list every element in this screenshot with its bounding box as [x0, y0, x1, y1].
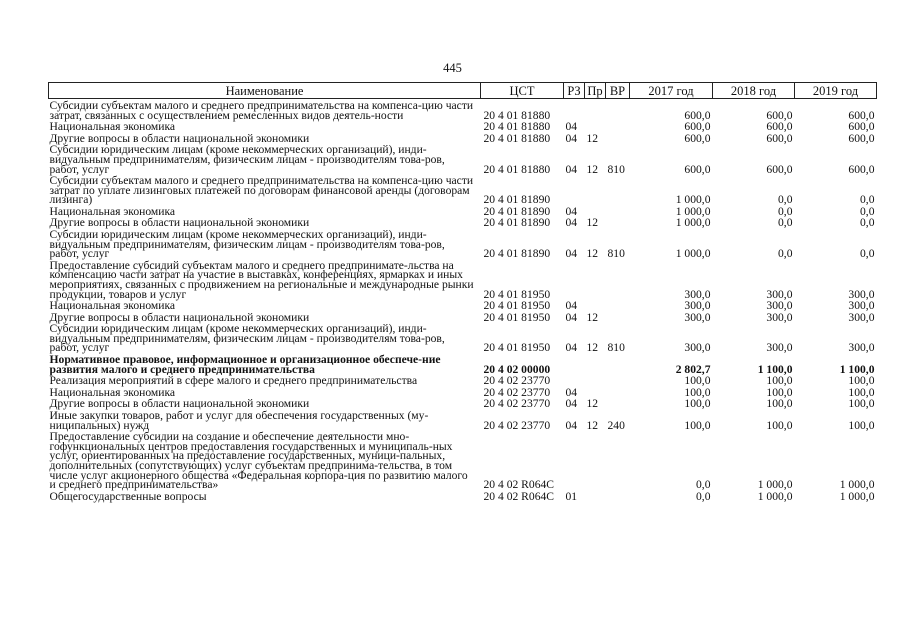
table-row: [49, 410, 877, 431]
cell-2019: 300,0: [848, 341, 875, 355]
table-row: [49, 205, 877, 217]
cell-2017: 300,0: [684, 287, 711, 301]
header-name: Наименование: [49, 83, 481, 99]
cell-2017: 600,0: [684, 162, 711, 176]
cell-vr: [606, 398, 630, 410]
cell-2019: 100,0: [848, 397, 875, 411]
cell-pr: [585, 386, 606, 398]
cell-name: Субсидии субъектам малого и среднего предпринимательства на компенса-цию части затрат, связанных с осуществлением ремесленных видов деятель-ности: [49, 99, 474, 122]
cell-2017: 0,0: [696, 489, 711, 503]
cell-2017: 600,0: [684, 120, 711, 134]
cell-2018: 100,0: [766, 385, 793, 399]
cell-cst: 20 4 01 81890: [483, 247, 551, 261]
cell-2018: 100,0: [766, 374, 793, 388]
cell-name: Другие вопросы в области национальной экономики: [49, 216, 310, 230]
cell-rz: [564, 175, 585, 206]
cell-vr: [606, 121, 630, 133]
cell-rz: 04: [565, 397, 578, 411]
cell-vr: [606, 311, 630, 323]
cell-cst: 20 4 01 81880: [483, 131, 551, 145]
table-row: [49, 217, 877, 229]
cell-2017: 1 000,0: [675, 204, 711, 218]
cell-name: Субсидии юридическим лицам (кроме некоммерческих организаций), инди-видуальным предпринимателям, физическим лицам - производителям това-ров, работ, услуг: [49, 143, 445, 176]
cell-cst: 20 4 01 81880: [483, 108, 551, 122]
cell-name: Реализация мероприятий в сфере малого и среднего предпринимательства: [49, 374, 418, 388]
cell-cst: 20 4 01 81950: [483, 310, 551, 324]
cell-cst: 20 4 01 81890: [483, 216, 551, 230]
page-number: 445: [443, 61, 462, 75]
cell-name: Другие вопросы в области национальной экономики: [49, 310, 310, 324]
cell-2019: 100,0: [848, 385, 875, 399]
cell-2019: 1 000,0: [839, 489, 875, 503]
table-row: [49, 311, 877, 323]
cell-2017: 300,0: [684, 341, 711, 355]
cell-2018: 300,0: [766, 287, 793, 301]
cell-name: Нормативное правовое, информационное и организационное обеспече-ние развития малого и среднего предпринимательства: [49, 353, 441, 376]
cell-2017: 100,0: [684, 385, 711, 399]
cell-2019: 0,0: [860, 204, 875, 218]
cell-rz: 04: [565, 299, 578, 313]
cell-vr: [606, 175, 630, 206]
cell-rz: [564, 99, 585, 121]
table-header-row: [49, 83, 877, 99]
cell-cst: 20 4 02 23770: [483, 385, 551, 399]
cell-vr: [606, 132, 630, 144]
cell-name: Другие вопросы в области национальной экономики: [49, 131, 310, 145]
cell-2019: 300,0: [848, 299, 875, 313]
cell-pr: [585, 431, 606, 491]
cell-name: Национальная экономика: [49, 204, 176, 218]
cell-cst: 20 4 01 81950: [483, 299, 551, 313]
header-cst: ЦСТ: [481, 83, 564, 99]
cell-rz: 04: [565, 216, 578, 230]
cell-pr: 12: [586, 341, 599, 355]
table-row: [49, 431, 877, 491]
cell-2019: 100,0: [848, 374, 875, 388]
cell-name: Национальная экономика: [49, 120, 176, 134]
table-row: [49, 99, 877, 121]
table-row: [49, 144, 877, 175]
cell-vr: [606, 431, 630, 491]
table-row: [49, 229, 877, 260]
cell-cst: 20 4 01 81950: [483, 341, 551, 355]
cell-name: Иные закупки товаров, работ и услуг для обеспечения государственных (му-ниципальных) нужд: [49, 408, 429, 432]
cell-rz: 04: [565, 131, 578, 145]
cell-2019: 1 000,0: [839, 478, 875, 492]
cell-rz: 04: [565, 310, 578, 324]
cell-rz: 04: [565, 247, 578, 261]
cell-cst: 20 4 01 81950: [483, 287, 551, 301]
cell-rz: 04: [565, 341, 578, 355]
cell-rz: 04: [565, 204, 578, 218]
header-2018: 2018 год: [713, 83, 795, 99]
cell-vr: [606, 300, 630, 312]
cell-2018: 1 100,0: [757, 362, 793, 376]
cell-cst: 20 4 01 81880: [483, 162, 551, 176]
cell-vr: [606, 259, 630, 299]
cell-vr: 810: [607, 341, 625, 355]
header-2017: 2017 год: [630, 83, 713, 99]
cell-name: Другие вопросы в области национальной экономики: [49, 397, 310, 411]
cell-2018: 0,0: [778, 193, 793, 207]
cell-vr: [606, 217, 630, 229]
cell-2017: 1 000,0: [675, 193, 711, 207]
cell-vr: 810: [607, 162, 625, 176]
cell-2018: 0,0: [778, 204, 793, 218]
cell-2019: 300,0: [848, 310, 875, 324]
cell-2019: 600,0: [848, 131, 875, 145]
cell-name: Национальная экономика: [49, 385, 176, 399]
budget-table: [48, 82, 877, 502]
cell-2018: 100,0: [766, 397, 793, 411]
cell-2018: 1 000,0: [757, 489, 793, 503]
cell-2019: 300,0: [848, 287, 875, 301]
cell-cst: 20 4 01 81880: [483, 120, 551, 134]
cell-2018: 300,0: [766, 341, 793, 355]
cell-pr: 12: [586, 310, 599, 324]
cell-name: Общегосударственные вопросы: [49, 489, 207, 503]
cell-rz: [564, 431, 585, 491]
cell-2017: 1 000,0: [675, 216, 711, 230]
cell-cst: 20 4 02 23770: [483, 397, 551, 411]
table-body: [49, 99, 877, 502]
cell-pr: 12: [586, 216, 599, 230]
cell-cst: 20 4 02 23770: [483, 418, 551, 432]
cell-2017: 100,0: [684, 397, 711, 411]
cell-2019: 0,0: [860, 216, 875, 230]
table-row: [49, 354, 877, 375]
cell-name: Субсидии субъектам малого и среднего предпринимательства на компенса-цию части затрат по уплате лизинговых платежей по договорам финансовой аренды (договорам лизинга): [49, 174, 474, 207]
cell-vr: [606, 490, 630, 502]
cell-2019: 1 100,0: [839, 362, 875, 376]
cell-pr: [585, 175, 606, 206]
cell-2018: 600,0: [766, 108, 793, 122]
cell-2018: 100,0: [766, 418, 793, 432]
cell-2017: 1 000,0: [675, 247, 711, 261]
cell-pr: [585, 300, 606, 312]
header-pr: Пр: [585, 83, 606, 99]
cell-2019: 0,0: [860, 193, 875, 207]
cell-pr: [585, 121, 606, 133]
table-row: [49, 375, 877, 387]
table-row: [49, 175, 877, 206]
cell-2018: 1 000,0: [757, 478, 793, 492]
cell-vr: [606, 354, 630, 375]
table-row: [49, 386, 877, 398]
cell-vr: [606, 99, 630, 121]
header-2019: 2019 год: [795, 83, 877, 99]
cell-rz: 04: [565, 418, 578, 432]
cell-2018: 300,0: [766, 310, 793, 324]
header-vr: ВР: [606, 83, 630, 99]
cell-rz: 01: [565, 489, 578, 503]
cell-2017: 600,0: [684, 131, 711, 145]
cell-2017: 600,0: [684, 108, 711, 122]
cell-2019: 600,0: [848, 120, 875, 134]
cell-pr: [585, 375, 606, 387]
table-row: [49, 398, 877, 410]
cell-name: Субсидии юридическим лицам (кроме некоммерческих организаций), инди-видуальным предпринимателям, физическим лицам - производителям това-ров, работ, услуг: [49, 322, 445, 355]
cell-pr: 12: [586, 162, 599, 176]
cell-name: Предоставление субсидии на создание и обеспечение деятельности мно-гофункциональных центров предоставления государственных и муниципаль-ных услуг, ориентированных на предоставление государственных, муници-пальных, дополнительных (сопутствующих) услуг субъектам предпринима-тельства, в том числе услуг акционерного общества «Федеральная корпора-ция по развитию малого и среднего предпринимательства»: [49, 430, 468, 492]
cell-name: Субсидии юридическим лицам (кроме некоммерческих организаций), инди-видуальным предпринимателям, физическим лицам - производителям това-ров, работ, услуг: [49, 228, 445, 261]
cell-rz: 04: [565, 162, 578, 176]
cell-pr: [585, 354, 606, 375]
cell-pr: [585, 205, 606, 217]
table-row: [49, 323, 877, 354]
cell-2017: 2 802,7: [675, 362, 711, 376]
cell-rz: [564, 375, 585, 387]
cell-pr: [585, 490, 606, 502]
cell-rz: 04: [565, 120, 578, 134]
cell-2017: 100,0: [684, 374, 711, 388]
cell-2018: 0,0: [778, 216, 793, 230]
cell-2017: 0,0: [696, 478, 711, 492]
cell-cst: 20 4 02 23770: [483, 374, 551, 388]
cell-cst: 20 4 01 81890: [483, 193, 551, 207]
cell-rz: [564, 259, 585, 299]
cell-2018: 0,0: [778, 247, 793, 261]
cell-pr: 12: [586, 418, 599, 432]
cell-2019: 100,0: [848, 418, 875, 432]
cell-2019: 600,0: [848, 162, 875, 176]
table-row: [49, 121, 877, 133]
cell-rz: [564, 354, 585, 375]
cell-2018: 600,0: [766, 131, 793, 145]
cell-pr: 12: [586, 397, 599, 411]
cell-2019: 600,0: [848, 108, 875, 122]
cell-cst: 20 4 02 R064C: [483, 489, 555, 503]
cell-vr: 810: [607, 247, 625, 261]
cell-pr: 12: [586, 131, 599, 145]
cell-cst: 20 4 02 R064C: [483, 478, 555, 492]
cell-2019: 0,0: [860, 247, 875, 261]
table-row: [49, 300, 877, 312]
cell-2018: 600,0: [766, 120, 793, 134]
cell-name: Национальная экономика: [49, 299, 176, 313]
cell-pr: [585, 259, 606, 299]
header-rz: РЗ: [564, 83, 585, 99]
table-row: [49, 259, 877, 299]
cell-2017: 100,0: [684, 418, 711, 432]
cell-cst: 20 4 01 81890: [483, 204, 551, 218]
table-row: [49, 132, 877, 144]
cell-vr: [606, 205, 630, 217]
cell-name: Предоставление субсидий субъектам малого и среднего предпринимате-льства на компенсацию части затрат на участие в выставках, конференциях, ярмарках и иных мероприятиях, связанных с продвижением на региональные и международные рынки продукции, товаров и услуг: [49, 258, 474, 301]
cell-2017: 300,0: [684, 299, 711, 313]
cell-pr: 12: [586, 247, 599, 261]
cell-pr: [585, 99, 606, 121]
cell-vr: 240: [607, 418, 625, 432]
cell-vr: [606, 375, 630, 387]
cell-rz: 04: [565, 385, 578, 399]
cell-2018: 300,0: [766, 299, 793, 313]
cell-2017: 300,0: [684, 310, 711, 324]
cell-2018: 600,0: [766, 162, 793, 176]
table-row: [49, 490, 877, 502]
cell-vr: [606, 386, 630, 398]
cell-cst: 20 4 02 00000: [483, 362, 551, 376]
